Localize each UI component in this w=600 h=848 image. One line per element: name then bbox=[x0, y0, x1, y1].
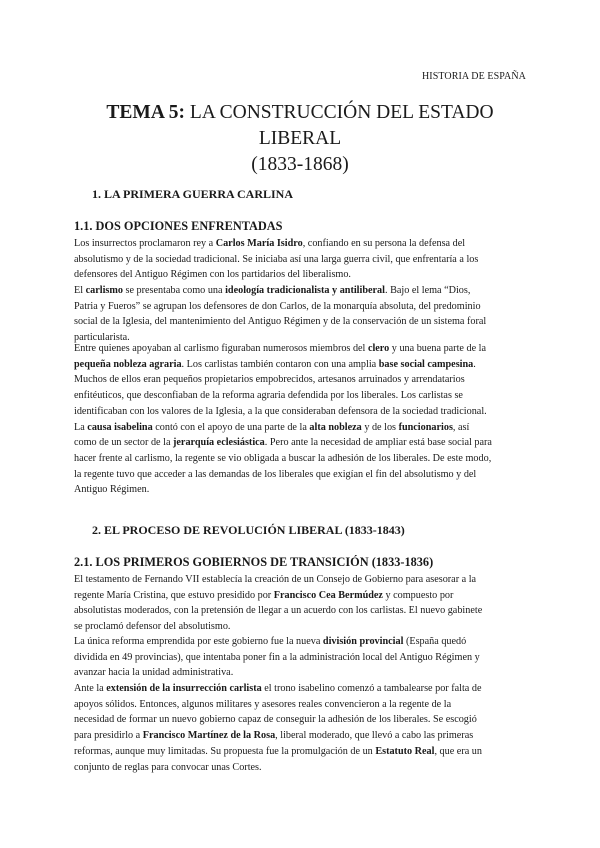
text-line bbox=[74, 341, 530, 357]
text-run: conjunto de reglas para convocar unas Cortes. bbox=[74, 761, 262, 773]
text-run: el trono isabelino comenzó a tambalearse por falta de bbox=[261, 683, 482, 694]
text-run: La única reforma emprendida por este gobierno fue la nueva bbox=[74, 636, 323, 647]
bold-text: carlismo bbox=[85, 285, 123, 296]
text-run: social de la Iglesia, del mantenimiento del Antiguo Régimen y de la conservación de un sistema foral bbox=[74, 316, 487, 328]
bold-text: Estatuto Real bbox=[375, 745, 435, 757]
text-run: absolutistas moderados, con la pretensión de llegar a un acuerdo con los carlistas. El nuevo gabinete bbox=[74, 605, 483, 617]
title-number: TEMA 5: bbox=[106, 102, 185, 123]
text-line bbox=[74, 299, 530, 315]
text-line bbox=[74, 420, 530, 436]
bold-text: división provincial bbox=[322, 636, 404, 647]
text-run: . Pero ante la necesidad de ampliar está base social para bbox=[264, 437, 492, 449]
text-run: . bbox=[473, 358, 476, 370]
text-line bbox=[74, 665, 530, 681]
text-run: El bbox=[74, 285, 86, 296]
text-run: Los insurrectos proclamaron rey a bbox=[74, 238, 216, 249]
text-line bbox=[74, 728, 530, 744]
text-run: , confiando en su persona la defensa del bbox=[302, 238, 466, 249]
title-line2: (1833-1868) bbox=[251, 154, 349, 175]
text-run: absolutismo y de la sociedad tradicional. Se iniciaba así una larga guerra civil, que enfrentaría a los bbox=[74, 253, 479, 265]
text-line bbox=[74, 372, 530, 388]
bold-text: Francisco Cea Bermúdez bbox=[273, 589, 383, 601]
text-run: para presidirlo a bbox=[74, 730, 143, 742]
text-run: La bbox=[74, 421, 88, 433]
text-run: , liberal moderado, que llevó a cabo las primeras bbox=[275, 730, 474, 742]
text-line bbox=[74, 388, 530, 404]
bold-text: ideología tradicionalista y antiliberal bbox=[225, 285, 385, 296]
text-run: (España quedó bbox=[403, 636, 467, 647]
text-run: y de los bbox=[361, 421, 399, 433]
text-line bbox=[74, 267, 530, 283]
page-header: HISTORIA DE ESPAÑA bbox=[421, 71, 526, 82]
text-run: hacer frente al carlismo, la regente se vio obligada a buscar la adhesión de los liberales. De este modo, bbox=[74, 452, 492, 464]
bold-text: extensión de la insurrección carlista bbox=[106, 683, 262, 694]
text-run: defensores del Antiguo Régimen con los partidarios del liberalismo. bbox=[74, 269, 351, 281]
text-line bbox=[74, 467, 530, 483]
text-line bbox=[74, 314, 530, 330]
text-run: Ante la bbox=[74, 683, 107, 694]
text-line bbox=[74, 588, 530, 604]
text-line bbox=[74, 572, 530, 588]
bold-text: Carlos María Isidro bbox=[215, 238, 303, 249]
text-run: y una buena parte de la bbox=[389, 343, 486, 354]
text-line bbox=[74, 435, 530, 451]
paragraph bbox=[74, 681, 530, 775]
text-line bbox=[74, 357, 530, 373]
text-line bbox=[74, 404, 530, 420]
text-run: . Bajo el lema “Dios, bbox=[384, 285, 471, 296]
text-line bbox=[74, 619, 530, 635]
text-run: dividida en 49 provincias), que intentaba poner fin a la administración local del Antiguo Régimen y bbox=[74, 651, 480, 663]
text-run: reformas, aunque muy limitadas. Su propuesta fue la promulgación de un bbox=[74, 745, 376, 757]
bold-text: base social campesina bbox=[378, 358, 474, 370]
text-line bbox=[74, 760, 530, 776]
text-line bbox=[74, 650, 530, 666]
bold-text: causa isabelina bbox=[87, 421, 153, 433]
text-run: particularista. bbox=[74, 332, 130, 344]
text-run: regente María Cristina, que estuvo presidido por bbox=[74, 589, 274, 601]
text-line bbox=[74, 603, 530, 619]
text-run: contó con el apoyo de una parte de la bbox=[152, 421, 310, 433]
text-run: enfitéuticos, que desconfiaban de la reforma agraria defendida por los liberales. Los carlistas se bbox=[74, 390, 463, 402]
text-run: identificaban con los valores de la Iglesia, a la que consideraban defensora de la sociedad tradicional. bbox=[74, 405, 487, 417]
paragraph bbox=[74, 341, 530, 498]
bold-text: alta nobleza bbox=[309, 421, 362, 433]
bold-text: jerarquía eclesiástica bbox=[173, 437, 265, 449]
paragraph bbox=[74, 572, 530, 635]
text-run: apoyos sólidos. Entonces, algunos militares y asesores reales convencieron a la regente de la bbox=[74, 698, 452, 710]
bold-text: Francisco Martínez de la Rosa bbox=[142, 730, 276, 742]
text-run: . Los carlistas también contaron con una amplia bbox=[181, 358, 379, 370]
text-line bbox=[74, 712, 530, 728]
text-run: y compuesto por bbox=[382, 589, 454, 601]
text-run: El testamento de Fernando VII establecía la creación de un Consejo de Gobierno para asesorar a la bbox=[74, 574, 477, 585]
text-run: Entre quienes apoyaban al carlismo figuraban numerosos miembros del bbox=[74, 343, 368, 354]
subsection-1-1-heading: 1.1. DOS OPCIONES ENFRENTADAS bbox=[74, 219, 283, 233]
page-title bbox=[74, 100, 526, 178]
text-line bbox=[74, 283, 530, 299]
text-line bbox=[74, 482, 530, 498]
text-line bbox=[74, 236, 530, 252]
title-line1: LA CONSTRUCCIÓN DEL ESTADO LIBERAL bbox=[184, 102, 494, 149]
bold-text: clero bbox=[367, 343, 390, 354]
section-2-heading: 2. EL PROCESO DE REVOLUCIÓN LIBERAL (1833-1843) bbox=[92, 523, 405, 537]
paragraph bbox=[74, 236, 530, 283]
section-1-heading: 1. LA PRIMERA GUERRA CARLINA bbox=[92, 187, 294, 201]
text-line bbox=[74, 681, 530, 697]
text-run: se proclamó defensor del absolutismo. bbox=[74, 621, 231, 633]
paragraph bbox=[74, 634, 530, 681]
text-run: Patria y Fueros” se agrupan los defensores de don Carlos, de la monarquía absoluta, del predominio bbox=[74, 300, 481, 312]
text-run: avanzar hacia la unidad administrativa. bbox=[74, 667, 234, 679]
text-run: necesidad de formar un nuevo gobierno capaz de conseguir la adhesión de los liberales. Se escogió bbox=[74, 714, 477, 726]
text-run: Muchos de ellos eran pequeños propietarios empobrecidos, artesanos arruinados y arrendatarios bbox=[74, 374, 465, 386]
paragraph bbox=[74, 283, 530, 346]
text-run: , que era un bbox=[434, 745, 482, 757]
text-run: la regente tuvo que acceder a las demandas de los liberales que exigían el fin del absolutismo y del bbox=[74, 468, 477, 480]
bold-text: funcionarios bbox=[398, 421, 453, 433]
text-run: , así bbox=[452, 421, 470, 433]
text-line bbox=[74, 744, 530, 760]
text-run: como de un sector de la bbox=[74, 437, 174, 449]
text-line bbox=[74, 252, 530, 268]
text-line bbox=[74, 451, 530, 467]
bold-text: pequeña nobleza agraria bbox=[74, 358, 182, 370]
text-run: Antiguo Régimen. bbox=[74, 484, 150, 496]
text-line bbox=[74, 697, 530, 713]
subsection-2-1-heading: 2.1. LOS PRIMEROS GOBIERNOS DE TRANSICIÓN (1833-1836) bbox=[74, 555, 434, 569]
text-run: se presentaba como una bbox=[122, 285, 226, 296]
text-line bbox=[74, 634, 530, 650]
